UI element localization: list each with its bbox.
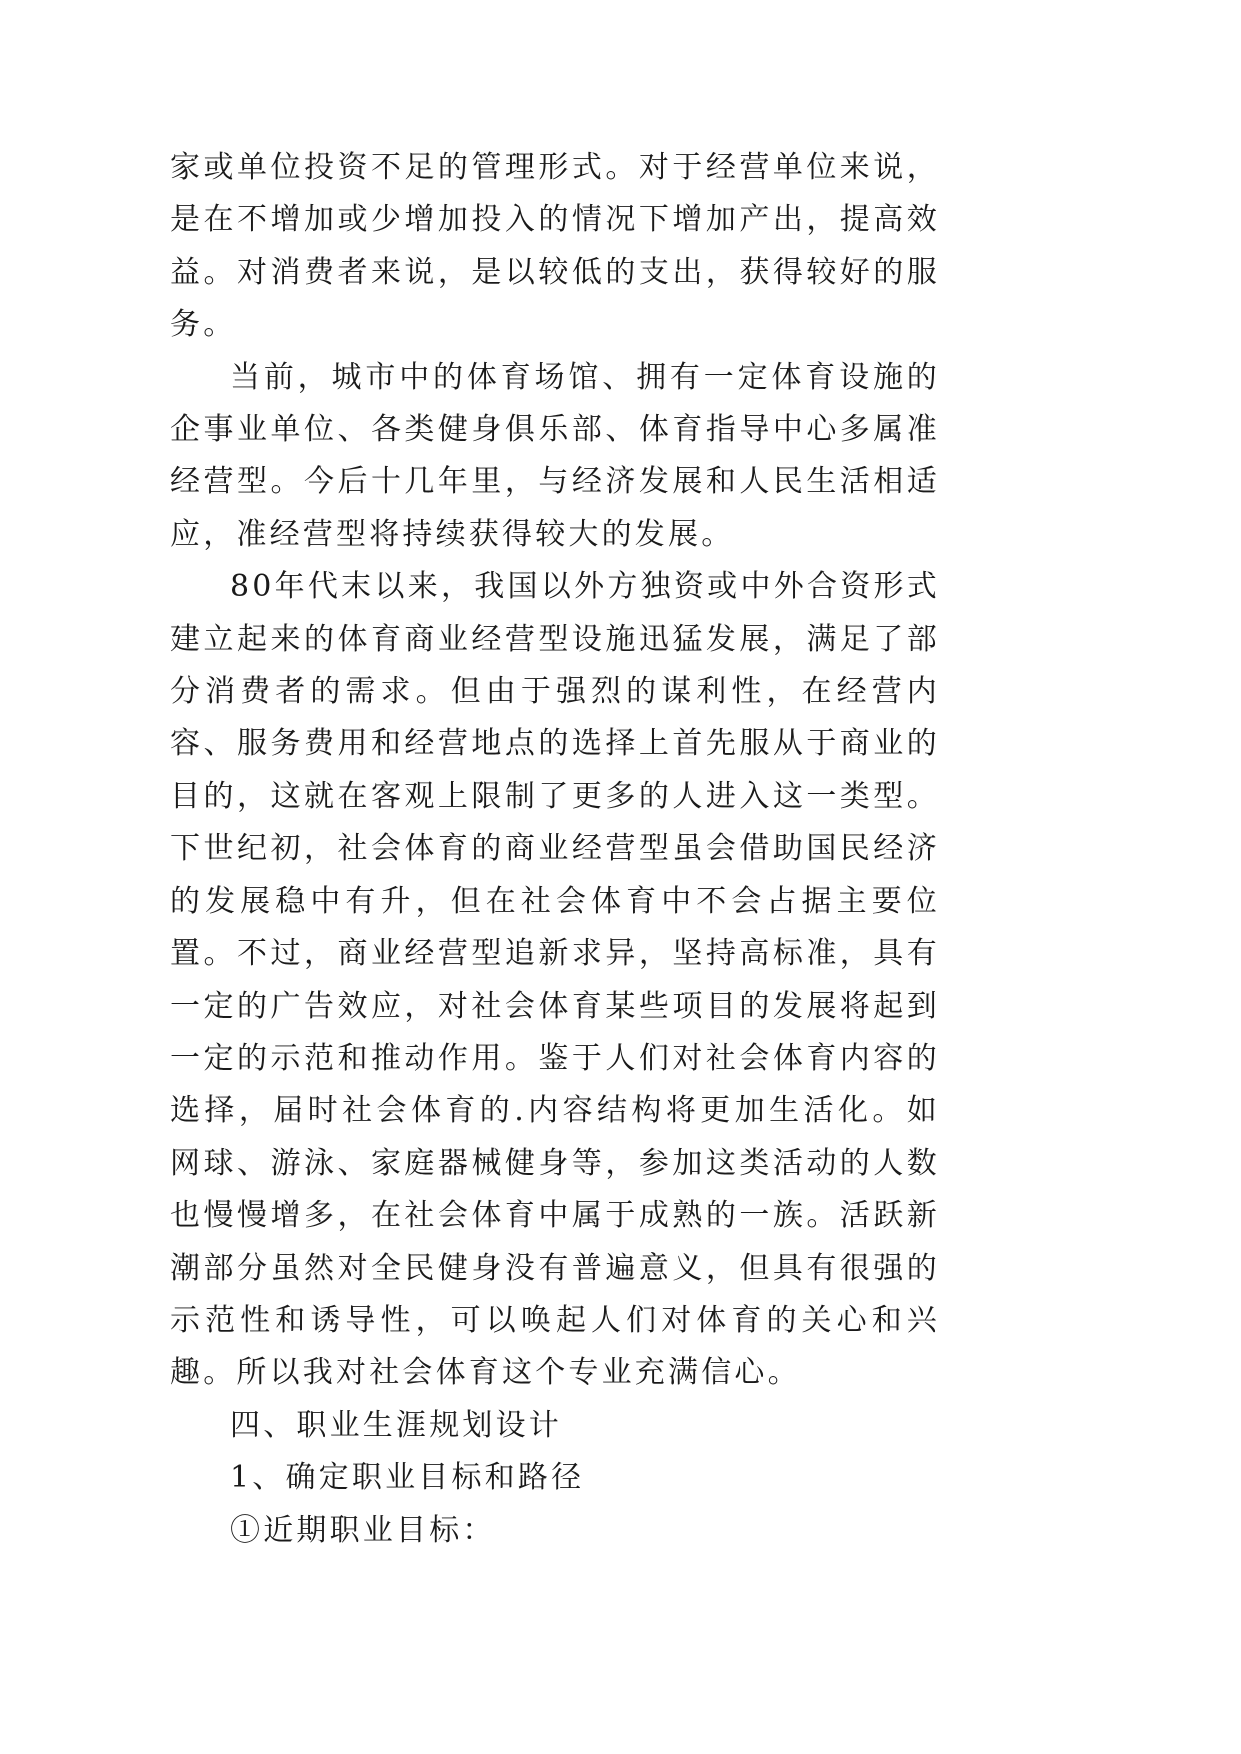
section-heading: 四、职业生涯规划设计 xyxy=(230,1407,562,1443)
list-item-heading: ①近期职业目标： xyxy=(230,1512,496,1548)
paragraph: 80年代末以来，我国以外方独资或中外合资形式建立起来的体育商业经营型设施迅猛发展，满足了部分消费者的需求。但由于强烈的谋利性，在经营内容、服务费用和经营地点的选择上首先服从于商业的目的，这就在客观上限制了更多的人进入这一类型。下世纪初，社会体育的商业经营型虽会借助国民经济的发展稳中有升，但在社会体育中不会占据主要位置。不过，商业经营型追新求异，坚持高标准，具有一定的广告效应，对社会体育某些项目的发展将起到一定的示范和推动作用。鉴于人们对社会体育内容的选择，届时社会体育的.内容结构将更加生活化。如网球、游泳、家庭器械健身等，参加这类活动的人数也慢慢增多，在社会体育中属于成熟的一族。活跃新潮部分虽然对全民健身没有普遍意义，但具有很强的示范性和诱导性，可以唤起人们对体育的关心和兴趣。所以我对社会体育这个专业充满信心。 xyxy=(170,569,940,1391)
subsection-heading: 1、确定职业目标和路径 xyxy=(230,1460,585,1496)
body-text xyxy=(170,142,940,1557)
paragraph: 当前，城市中的体育场馆、拥有一定体育设施的企事业单位、各类健身俱乐部、体育指导中心多属准经营型。今后十几年里，与经济发展和人民生活相适应，准经营型将持续获得较大的发展。 xyxy=(170,359,940,552)
paragraph-continued: 家或单位投资不足的管理形式。对于经营单位来说，是在不增加或少增加投入的情况下增加产出，提高效益。对消费者来说，是以较低的支出，获得较好的服务。 xyxy=(170,150,940,343)
